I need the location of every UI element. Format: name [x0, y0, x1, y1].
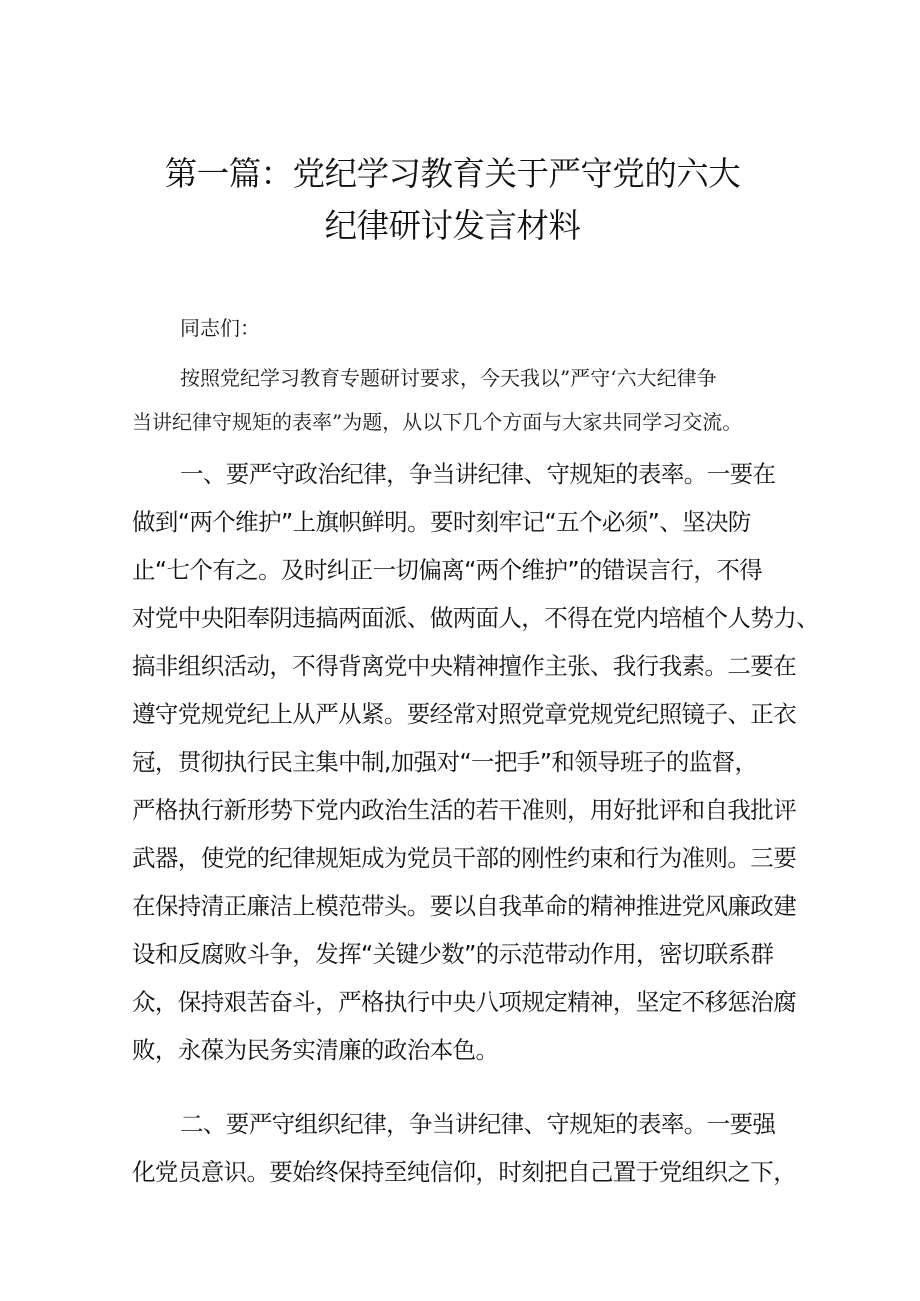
- document-title-line-1: 第一篇：党纪学习教育关于严守党的六大: [164, 154, 741, 193]
- document-title-line-2: 纪律研讨发言材料: [324, 206, 581, 245]
- section-1-line: 遵守党规党纪上从严从紧。要经常对照党章党规党纪照镜子、正衣: [132, 700, 797, 728]
- section-1-line: 对党中央阳奉阴违搞两面派、做两面人，不得在党内培植个人势力、: [132, 604, 819, 632]
- section-1-line: 败，永葆为民务实清廉的政治本色。: [132, 1036, 499, 1064]
- section-1-line: 搞非组织活动，不得背离党中央精神擅作主张、我行我素。二要在: [132, 652, 797, 680]
- section-1-line: 冠，贯彻执行民主集中制,加强对“一把手”和领导班子的监督，: [132, 748, 758, 776]
- section-1-line: 设和反腐败斗争，发挥“关键少数”的示范带动作用，密切联系群: [132, 940, 774, 968]
- section-1-line: 严格执行新形势下党内政治生活的若干准则，用好批评和自我批评: [132, 796, 797, 824]
- intro-line: 按照党纪学习教育专题研讨要求，今天我以”严守‘六大纪律争: [180, 366, 717, 390]
- intro-line: 当讲纪律守规矩的表率”为题，从以下几个方面与大家共同学习交流。: [132, 410, 743, 434]
- salutation: 同志们：: [180, 316, 260, 340]
- section-2-line: 化党员意识。要始终保持至纯信仰，时刻把自己置于党组织之下，: [132, 1158, 797, 1186]
- section-1-line: 武器，使党的纪律规矩成为党员干部的刚性约束和行为准则。三要: [132, 844, 797, 872]
- section-2-line: 二、要严守组织纪律，争当讲纪律、守规矩的表率。一要强: [180, 1110, 776, 1138]
- section-1-line: 一、要严守政治纪律，争当讲纪律、守规矩的表率。一要在: [180, 460, 776, 488]
- section-1-line: 在保持清正廉洁上模范带头。要以自我革命的精神推进党风廉政建: [132, 892, 797, 920]
- section-1-line: 做到“两个维护”上旗帜鲜明。要时刻牢记“五个必须”、坚决防: [132, 508, 751, 536]
- section-1-line: 众，保持艰苦奋斗，严格执行中央八项规定精神，坚定不移惩治腐: [132, 988, 797, 1016]
- section-1-line: 止“七个有之。及时纠正一切偏离“两个维护”的错误言行，不得: [132, 556, 763, 584]
